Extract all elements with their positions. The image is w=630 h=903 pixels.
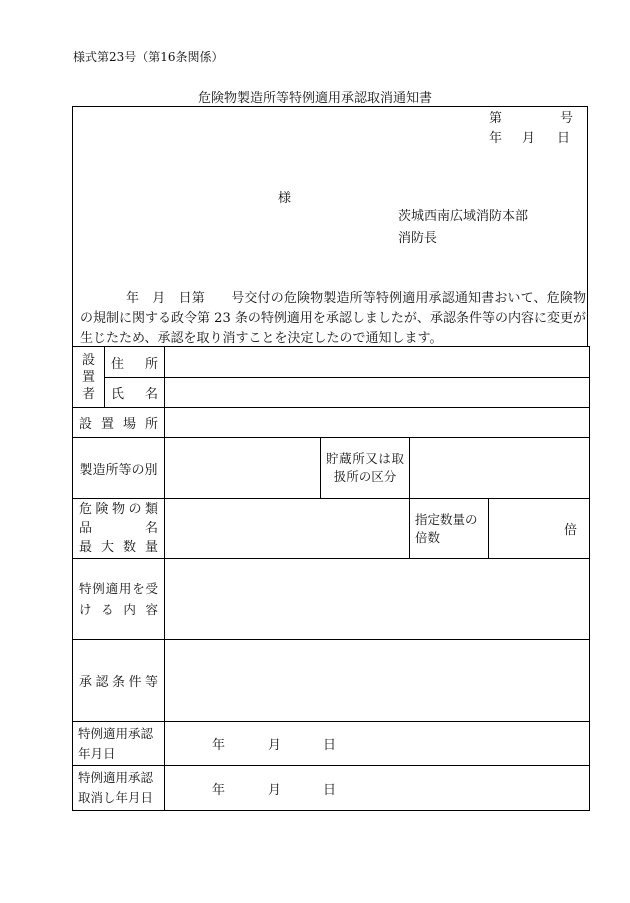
approval-date-label: 特例適用承認年月日: [73, 722, 165, 766]
form-number-label: 様式第23号（第16条関係）: [73, 50, 224, 64]
document-title: 危険物製造所等特例適用承認取消通知書: [197, 91, 432, 106]
location-label: 設置場所: [73, 408, 165, 438]
cancel-year: 年: [212, 782, 226, 798]
notice-body: 年 月 日第 号交付の危険物製造所等特例適用承認通知書おいて、危険物の規制に関する政令第 23 条の特例適用を承認しましたが、承認条件等の内容に変更が生じたため、承認を取り消すことを決定したので通知します。: [80, 291, 586, 346]
document-number: 第 号: [489, 111, 574, 126]
location-value[interactable]: [165, 408, 590, 438]
sender-organization: 茨城西南広域消防本部: [398, 209, 529, 224]
sender-title: 消防長: [398, 231, 438, 246]
storage-handling-label: 貯蔵所又は取扱所の区分: [321, 438, 410, 499]
facility-type-value[interactable]: [165, 438, 321, 499]
designated-multiple-value[interactable]: [489, 499, 590, 559]
designated-multiple-label: 指定数量の倍数: [410, 499, 489, 559]
details-table: [72, 346, 590, 811]
approval-conditions-value[interactable]: [165, 640, 590, 722]
exception-content-value[interactable]: [165, 559, 590, 640]
hazmat-class-label: 危険物の類: [79, 502, 158, 517]
address-label: 住 所: [105, 347, 165, 378]
hazmat-name-label: 品名: [79, 521, 158, 536]
storage-handling-value[interactable]: [410, 438, 590, 499]
cancel-month: 月: [268, 782, 282, 798]
cancel-date-label: 特例適用承認取消し年月日: [73, 766, 165, 811]
cancel-date-value[interactable]: [165, 766, 590, 811]
cancel-day: 日: [323, 782, 337, 798]
approval-year: 年: [212, 738, 226, 753]
address-value[interactable]: [165, 347, 590, 378]
issue-date: 年 月 日: [489, 131, 571, 146]
name-label: 氏 名: [105, 378, 165, 408]
hazmat-labels: [73, 499, 165, 559]
approval-month: 月: [268, 738, 282, 753]
hazmat-value[interactable]: [165, 499, 410, 559]
name-value[interactable]: [165, 378, 590, 408]
approval-day: 日: [323, 738, 337, 753]
max-quantity-label: 最大数量: [79, 540, 158, 555]
facility-type-label: 製造所等の別: [73, 438, 165, 499]
approval-date-value[interactable]: [165, 722, 590, 766]
installer-group-label: 設置者: [73, 347, 105, 408]
approval-conditions-label: 承認条件等: [73, 640, 165, 722]
exception-content-label: 特例適用を受ける内容: [73, 559, 165, 640]
recipient-honorific: 様: [278, 191, 292, 206]
multiple-unit: 倍: [563, 523, 577, 538]
